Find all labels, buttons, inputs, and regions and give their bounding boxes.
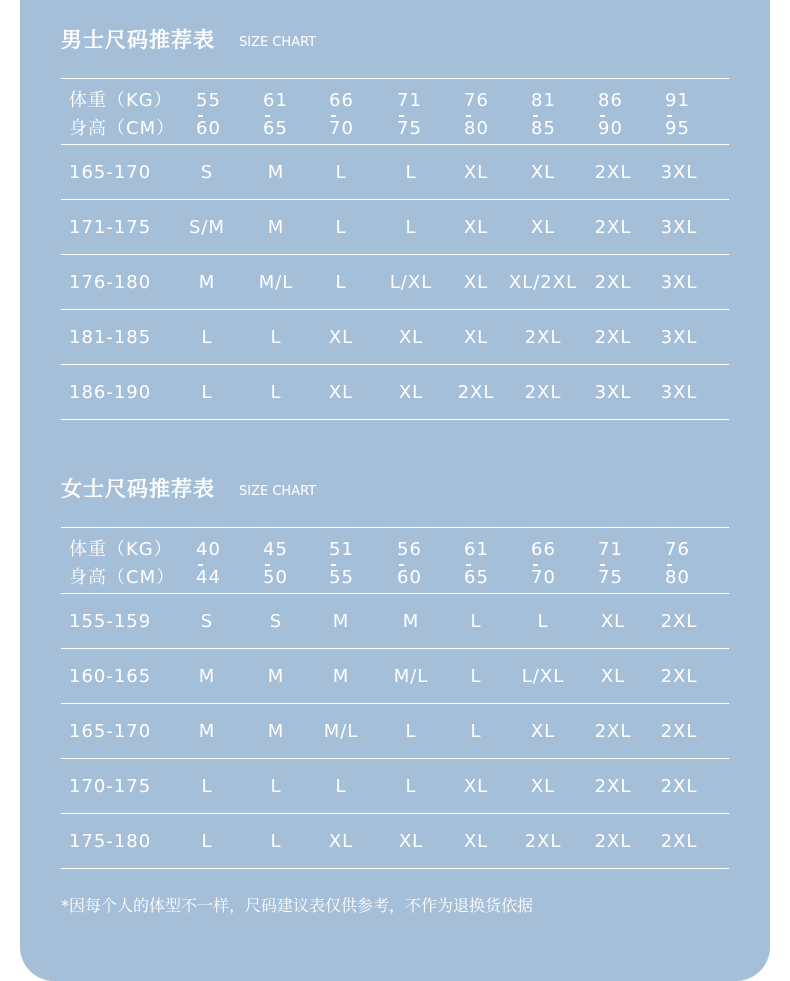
size-cell: XL xyxy=(398,326,424,348)
height-cell: 181-185 xyxy=(69,326,152,348)
size-cell: 2XL xyxy=(594,216,632,238)
weight-range: 66 70 xyxy=(531,539,556,588)
weight-range: 76 80 xyxy=(665,539,690,588)
table-row xyxy=(61,649,729,704)
weight-range: 91 95 xyxy=(665,90,690,139)
men-header-row xyxy=(61,79,729,145)
weight-range: 71 75 xyxy=(397,90,422,139)
size-cell: L xyxy=(270,381,282,403)
size-cell: M xyxy=(267,665,285,687)
size-cell: XL xyxy=(600,665,626,687)
women-subtitle: SIZE CHART xyxy=(239,483,317,499)
size-cell: L xyxy=(405,161,417,183)
men-header-label xyxy=(69,87,175,143)
size-cell: 2XL xyxy=(524,830,562,852)
weight-range: 55 60 xyxy=(196,90,221,139)
size-cell: 2XL xyxy=(594,271,632,293)
size-cell: XL xyxy=(463,326,489,348)
table-row xyxy=(61,814,729,869)
size-cell: M/L xyxy=(323,720,359,742)
size-cell: 3XL xyxy=(660,161,698,183)
size-cell: XL xyxy=(463,216,489,238)
men-size-table xyxy=(61,78,729,420)
size-cell: L xyxy=(405,216,417,238)
size-cell: XL/2XL xyxy=(508,271,578,293)
men-title: 男士尺码推荐表 xyxy=(61,28,215,52)
size-cell: L xyxy=(201,830,213,852)
size-cell: 2XL xyxy=(594,830,632,852)
weight-range: 71 75 xyxy=(598,539,623,588)
size-cell: 3XL xyxy=(660,326,698,348)
size-cell: M xyxy=(332,665,350,687)
size-cell: 2XL xyxy=(594,775,632,797)
weight-range: 81 85 xyxy=(531,90,556,139)
size-cell: 2XL xyxy=(524,326,562,348)
table-row xyxy=(61,200,729,255)
size-cell: 2XL xyxy=(660,610,698,632)
size-cell: L/XL xyxy=(521,665,565,687)
size-cell: 3XL xyxy=(660,216,698,238)
size-cell: M xyxy=(267,161,285,183)
weight-label: 体重（KG） xyxy=(69,90,173,111)
height-cell: 175-180 xyxy=(69,830,152,852)
height-cell: 160-165 xyxy=(69,665,152,687)
size-cell: 3XL xyxy=(660,271,698,293)
size-cell: M xyxy=(198,271,216,293)
size-cell: M xyxy=(332,610,350,632)
size-cell: XL xyxy=(600,610,626,632)
height-cell: 171-175 xyxy=(69,216,152,238)
size-cell: 2XL xyxy=(594,720,632,742)
disclaimer-note: *因每个人的体型不一样，尺码建议表仅供参考，不作为退换货依据 xyxy=(61,896,534,915)
size-cell: XL xyxy=(398,381,424,403)
size-cell: 3XL xyxy=(660,381,698,403)
table-row xyxy=(61,594,729,649)
size-cell: M/L xyxy=(258,271,294,293)
size-cell: L xyxy=(270,830,282,852)
size-cell: S xyxy=(269,610,283,632)
height-cell: 165-170 xyxy=(69,720,152,742)
height-label: 身高（CM） xyxy=(69,118,176,139)
weight-range: 66 70 xyxy=(329,90,354,139)
size-cell: M xyxy=(267,216,285,238)
size-cell: M xyxy=(198,720,216,742)
size-cell: 2XL xyxy=(524,381,562,403)
size-cell: 2XL xyxy=(594,326,632,348)
size-cell: XL xyxy=(530,775,556,797)
size-cell: 2XL xyxy=(660,665,698,687)
size-cell: 2XL xyxy=(594,161,632,183)
weight-range: 61 65 xyxy=(263,90,288,139)
size-cell: XL xyxy=(463,830,489,852)
size-cell: XL xyxy=(328,381,354,403)
size-cell: L xyxy=(201,381,213,403)
size-cell: L xyxy=(335,161,347,183)
size-cell: L xyxy=(470,665,482,687)
height-cell: 165-170 xyxy=(69,161,152,183)
women-header-label xyxy=(69,536,175,592)
men-subtitle: SIZE CHART xyxy=(239,34,317,50)
size-cell: XL xyxy=(328,830,354,852)
size-cell: M/L xyxy=(393,665,429,687)
height-cell: 186-190 xyxy=(69,381,152,403)
size-cell: L xyxy=(405,720,417,742)
women-size-table xyxy=(61,527,729,869)
size-cell: L xyxy=(201,775,213,797)
women-size-section xyxy=(61,471,729,869)
weight-range: 86 90 xyxy=(598,90,623,139)
women-header-row xyxy=(61,528,729,594)
table-row xyxy=(61,759,729,814)
women-title: 女士尺码推荐表 xyxy=(61,477,215,501)
table-row xyxy=(61,145,729,200)
size-cell: XL xyxy=(328,326,354,348)
table-row xyxy=(61,310,729,365)
height-cell: 155-159 xyxy=(69,610,152,632)
table-row xyxy=(61,704,729,759)
weight-label: 体重（KG） xyxy=(69,539,173,560)
women-section-title xyxy=(61,471,729,505)
size-cell: L xyxy=(201,326,213,348)
size-cell: XL xyxy=(463,271,489,293)
size-cell: XL xyxy=(530,161,556,183)
size-cell: M xyxy=(198,665,216,687)
men-size-section xyxy=(61,22,729,420)
size-cell: L xyxy=(470,720,482,742)
size-cell: M xyxy=(402,610,420,632)
weight-range: 40 44 xyxy=(196,539,221,588)
size-cell: S xyxy=(200,161,214,183)
size-cell: L xyxy=(335,216,347,238)
size-cell: L xyxy=(470,610,482,632)
size-cell: L xyxy=(270,775,282,797)
size-cell: L xyxy=(405,775,417,797)
size-cell: L/XL xyxy=(389,271,433,293)
size-cell: M xyxy=(267,720,285,742)
size-cell: XL xyxy=(463,775,489,797)
height-label: 身高（CM） xyxy=(69,567,176,588)
weight-range: 45 50 xyxy=(263,539,288,588)
size-cell: L xyxy=(335,775,347,797)
size-cell: XL xyxy=(530,720,556,742)
weight-range: 76 80 xyxy=(464,90,489,139)
height-cell: 170-175 xyxy=(69,775,152,797)
size-cell: 2XL xyxy=(660,775,698,797)
size-cell: L xyxy=(537,610,549,632)
men-section-title xyxy=(61,22,729,56)
weight-range: 61 65 xyxy=(464,539,489,588)
size-cell: L xyxy=(335,271,347,293)
size-cell: S/M xyxy=(188,216,226,238)
size-cell: L xyxy=(270,326,282,348)
size-cell: 2XL xyxy=(457,381,495,403)
weight-range: 51 55 xyxy=(329,539,354,588)
size-cell: 2XL xyxy=(660,720,698,742)
size-cell: XL xyxy=(530,216,556,238)
size-cell: XL xyxy=(463,161,489,183)
size-cell: S xyxy=(200,610,214,632)
size-cell: XL xyxy=(398,830,424,852)
size-cell: 3XL xyxy=(594,381,632,403)
size-cell: 2XL xyxy=(660,830,698,852)
table-row xyxy=(61,255,729,310)
weight-range: 56 60 xyxy=(397,539,422,588)
table-row xyxy=(61,365,729,420)
height-cell: 176-180 xyxy=(69,271,152,293)
